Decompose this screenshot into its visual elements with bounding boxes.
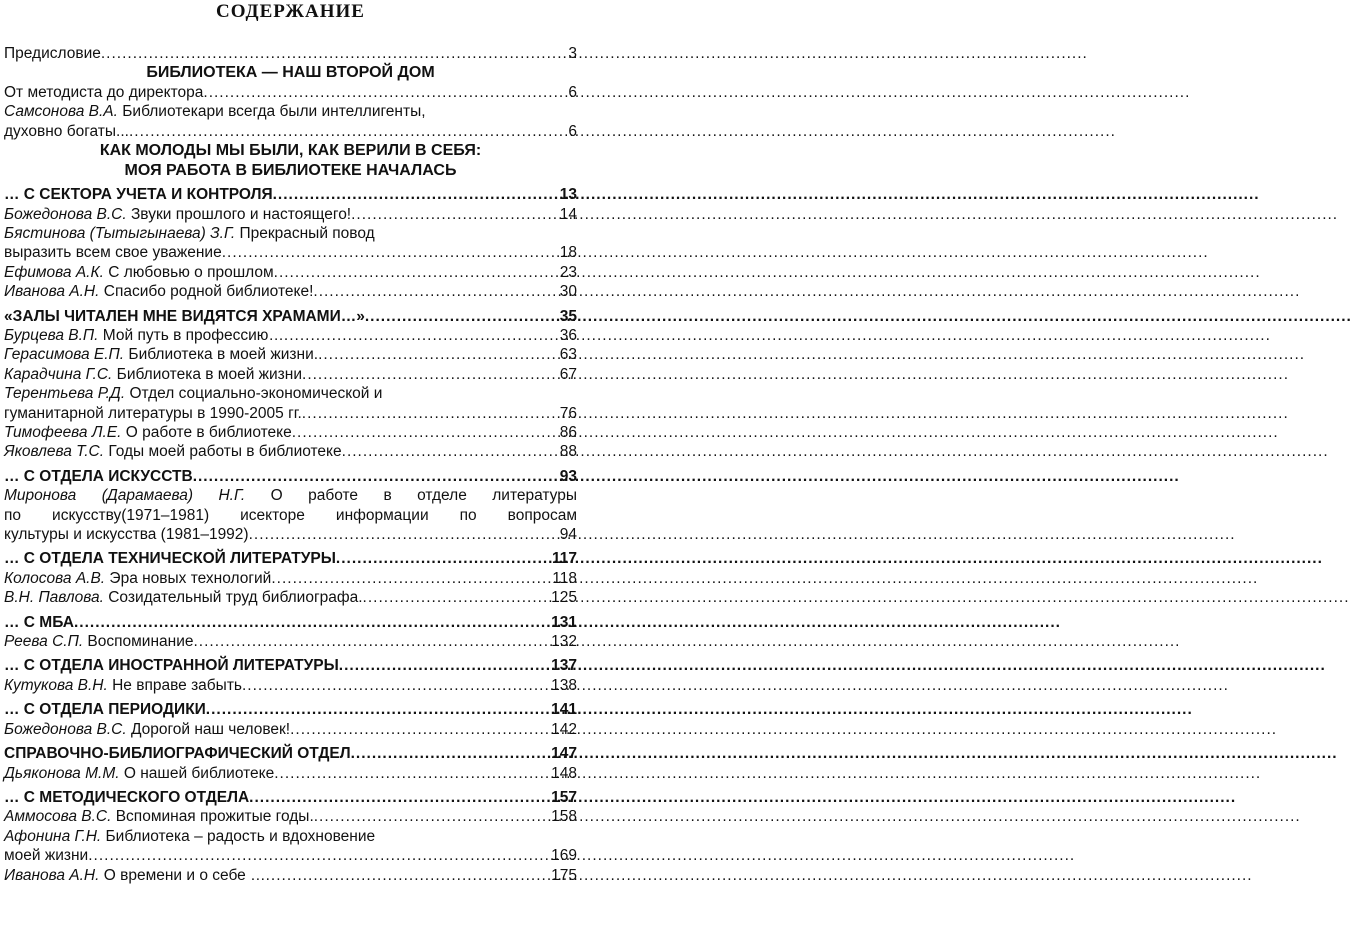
page-number: 14 <box>559 205 577 223</box>
dot-leader <box>273 185 558 201</box>
entry-title <box>4 807 314 826</box>
entry-text: Вспоминая прожитые годы. <box>111 808 314 826</box>
dot-leader <box>194 632 550 648</box>
page-number: 141 <box>551 701 577 719</box>
section-entry[interactable] <box>4 549 577 568</box>
dot-leader <box>302 404 558 420</box>
entry-title <box>4 243 222 262</box>
entry-title <box>4 525 249 544</box>
toc-entry[interactable] <box>4 205 577 224</box>
page-number: 36 <box>559 326 577 344</box>
entry-text: … С ОТДЕЛА ИНОСТРАННОЙ ЛИТЕРАТУРЫ <box>4 657 339 675</box>
entry-author: В.Н. Павлова. <box>4 589 104 607</box>
dot-leader <box>284 326 558 342</box>
entry-title <box>4 764 274 783</box>
entry-text: О времени и о себе … <box>99 866 266 884</box>
entry-author: Аммосова В.С. <box>4 808 112 826</box>
page-number: 132 <box>551 633 577 651</box>
entry-author: Дьяконова М.М. <box>4 764 120 782</box>
section-entry[interactable] <box>4 788 577 807</box>
page-number: 3 <box>568 45 577 62</box>
entry-text: духовно богаты... <box>4 122 129 140</box>
page-number: 148 <box>551 764 577 782</box>
toc-entry[interactable] <box>4 326 577 345</box>
toc-entry-line <box>4 827 577 846</box>
entry-title <box>4 788 249 807</box>
entry-text: Библиотека – радость и вдохновение <box>101 827 376 845</box>
dot-leader <box>101 44 567 60</box>
entry-text: Созидательный труд библиографа. <box>103 589 363 607</box>
dot-leader <box>193 467 558 483</box>
toc-entry[interactable] <box>4 866 577 885</box>
entry-author: Ефимова А.К. <box>4 263 104 281</box>
page-number: 86 <box>559 424 577 441</box>
entry-title <box>4 700 206 719</box>
toc-entry-line <box>4 224 577 243</box>
entry-text: Эра новых технологий <box>105 569 272 587</box>
entry-text: … С СЕКТОРА УЧЕТА И КОНТРОЛЯ <box>4 186 273 204</box>
dot-leader <box>249 788 549 804</box>
toc-entry[interactable] <box>4 263 577 282</box>
toc-entry-line <box>4 102 577 121</box>
toc-entry[interactable] <box>4 807 577 826</box>
entry-text: О нашей библиотеке <box>119 764 275 782</box>
toc-entry[interactable] <box>4 44 577 63</box>
section-heading: КАК МОЛОДЫ МЫ БЫЛИ, КАК ВЕРИЛИ В СЕБЯ: <box>99 142 482 160</box>
dot-leader <box>342 442 558 458</box>
dot-leader <box>336 549 550 565</box>
toc-entry-line <box>4 506 577 525</box>
page-number: 67 <box>559 365 577 383</box>
entry-text: С любовью о прошлом <box>103 263 274 281</box>
dot-leader <box>314 807 549 823</box>
entry-author: Самсонова В.А. <box>4 103 118 121</box>
entry-author: Бурцева В.П. <box>4 326 99 344</box>
entry-title <box>4 549 336 568</box>
dot-leader <box>290 720 549 736</box>
toc-entry[interactable] <box>4 442 577 461</box>
entry-text: гуманитарной литературы в 1990-2005 гг. <box>4 404 302 422</box>
page-number: 157 <box>551 788 577 806</box>
entry-text: Предисловие <box>4 45 101 62</box>
page-number: 35 <box>559 307 577 325</box>
dot-leader <box>318 345 558 361</box>
entry-author: Тимофеева Л.Е. <box>4 424 122 441</box>
entry-title <box>4 613 74 632</box>
table-of-contents <box>4 44 577 885</box>
section-entry[interactable] <box>4 656 577 675</box>
page-number: 117 <box>551 550 577 568</box>
dot-leader <box>365 307 558 323</box>
entry-text: Отдел социально-экономической и <box>125 385 383 403</box>
dot-leader <box>249 525 558 541</box>
entry-text: … С МЕТОДИЧЕСКОГО ОТДЕЛА <box>4 788 250 806</box>
entry-title <box>4 122 129 141</box>
page-number: 18 <box>559 244 577 262</box>
entry-author: Божедонова В.С. <box>4 205 127 223</box>
page-number: 88 <box>559 443 577 461</box>
page-number: 13 <box>559 186 577 204</box>
page-number: 6 <box>568 83 577 101</box>
entry-title <box>4 569 271 588</box>
entry-author: Карадчина Г.С. <box>4 365 113 383</box>
page-number: 118 <box>552 569 577 587</box>
entry-text: Спасибо родной библиотеке! <box>99 283 314 301</box>
page-number: 76 <box>559 404 577 422</box>
page-number: 147 <box>551 745 577 763</box>
toc-entry[interactable] <box>4 404 577 423</box>
toc-entry[interactable] <box>4 569 577 588</box>
entry-author: Иванова А.Н. <box>4 866 100 884</box>
entry-text: Библиотекари всегда были интеллигенты, <box>117 103 426 121</box>
entry-text: … С ОТДЕЛА ТЕХНИЧЕСКОЙ ЛИТЕРАТУРЫ <box>4 550 336 568</box>
entry-author: Кутукова В.Н. <box>4 676 108 694</box>
dot-leader <box>222 243 558 259</box>
page-number: 169 <box>551 847 577 865</box>
entry-title <box>4 467 193 486</box>
entry-author: Колосова А.В. <box>4 569 106 587</box>
page-number: 23 <box>559 263 577 281</box>
dot-leader <box>274 764 549 780</box>
entry-title <box>4 866 266 885</box>
section-entry[interactable] <box>4 467 577 486</box>
toc-entry-line <box>4 486 577 505</box>
entry-title <box>4 656 339 675</box>
page-number: 142 <box>551 720 577 738</box>
section-entry[interactable] <box>4 307 577 326</box>
dot-leader <box>271 569 550 585</box>
dot-leader <box>313 282 557 298</box>
entry-author: Миронова (Дарамаева) Н.Г. <box>4 487 246 505</box>
page-number: 93 <box>559 467 577 485</box>
page-number: 94 <box>559 526 577 544</box>
entry-text: Библиотека в моей жизни <box>112 365 303 383</box>
entry-author: Иванова А.Н. <box>4 283 100 301</box>
section-heading: МОЯ РАБОТА В БИБЛИОТЕКЕ НАЧАЛАСЬ <box>124 161 457 179</box>
toc-entry-line <box>4 384 577 403</box>
entry-title <box>4 263 274 282</box>
page-number: 138 <box>551 676 577 694</box>
entry-title <box>4 442 342 461</box>
dot-leader <box>363 588 550 604</box>
section-entry[interactable] <box>4 613 577 632</box>
page-number: 175 <box>551 866 577 884</box>
entry-text: культуры и искусства (1981–1992) <box>4 526 249 544</box>
entry-title <box>4 744 351 763</box>
dot-leader <box>203 83 566 99</box>
dot-leader <box>266 866 550 882</box>
entry-text: Воспоминание <box>83 633 194 651</box>
entry-text: выразить всем свое уважение <box>4 244 222 262</box>
entry-title <box>4 676 242 695</box>
toc-entry[interactable] <box>4 525 577 544</box>
entry-title <box>4 307 365 326</box>
entry-text: От методиста до директора <box>4 83 204 101</box>
entry-text: … С МБА <box>4 613 74 631</box>
toc-entry[interactable] <box>4 243 577 262</box>
toc-entry[interactable] <box>4 846 577 865</box>
dot-leader <box>274 263 558 279</box>
entry-title <box>4 185 273 204</box>
page-number: 158 <box>551 808 577 826</box>
entry-text: Дорогой наш человек! <box>126 720 291 738</box>
toc-entry[interactable] <box>4 83 577 102</box>
entry-title <box>4 365 302 384</box>
dot-leader <box>292 423 558 439</box>
toc-entry[interactable] <box>4 764 577 783</box>
page-number: 63 <box>559 346 577 364</box>
toc-entry[interactable] <box>4 588 577 607</box>
entry-title <box>4 83 203 102</box>
entry-text: по искусству(1971–1981) исекторе информации по вопросам <box>4 506 577 524</box>
entry-author: Реева С.П. <box>4 633 84 651</box>
entry-text: моей жизни <box>4 847 89 865</box>
dot-leader <box>88 846 549 862</box>
entry-author: Бястинова (Тытыгынаева) З.Г. <box>4 224 236 242</box>
entry-title <box>4 282 313 301</box>
page-number: 137 <box>551 657 577 675</box>
entry-title <box>4 44 101 63</box>
dot-leader <box>129 122 566 138</box>
section-entry[interactable] <box>4 700 577 719</box>
entry-text: О работе в библиотеке <box>121 424 292 441</box>
dot-leader <box>302 365 558 381</box>
entry-text: Не вправе забыть <box>107 676 242 694</box>
entry-title <box>4 205 351 224</box>
entry-author: Яковлева Т.С. <box>4 443 105 461</box>
entry-title <box>4 632 194 651</box>
entry-text: Мой путь в профессию… <box>98 326 284 344</box>
section-entry[interactable] <box>4 744 577 763</box>
entry-title <box>4 404 302 423</box>
dot-leader <box>74 613 549 629</box>
entry-title <box>4 846 88 865</box>
page-number: 6 <box>568 122 577 140</box>
section-heading: БИБЛИОТЕКА — НАШ ВТОРОЙ ДОМ <box>146 64 435 82</box>
entry-text: Прекрасный повод <box>235 224 375 242</box>
page-title: СОДЕРЖАНИЕ <box>216 1 365 22</box>
entry-text: О работе в отделе литературы <box>245 487 578 505</box>
section-entry[interactable] <box>4 185 577 204</box>
page-number: 125 <box>551 589 577 607</box>
page-number: 131 <box>551 613 577 631</box>
entry-title <box>4 588 363 607</box>
dot-leader <box>351 205 558 221</box>
toc-entry[interactable] <box>4 720 577 739</box>
entry-title <box>4 345 318 364</box>
toc-entry[interactable] <box>4 122 577 141</box>
entry-text: «ЗАЛЫ ЧИТАЛЕН МНЕ ВИДЯТСЯ ХРАМАМИ…» <box>4 307 365 325</box>
toc-entry[interactable] <box>4 365 577 384</box>
entry-title <box>4 720 290 739</box>
toc-entry[interactable] <box>4 282 577 301</box>
toc-entry[interactable] <box>4 676 577 695</box>
entry-text: Библиотека в моей жизни. <box>124 346 319 364</box>
entry-text: Звуки прошлого и настоящего! <box>126 205 352 223</box>
toc-entry[interactable] <box>4 423 577 442</box>
entry-author: Герасимова Е.П. <box>4 346 125 364</box>
dot-leader <box>339 656 549 672</box>
entry-text: Годы моей работы в библиотеке <box>104 443 342 461</box>
entry-author: Терентьева Р.Д. <box>4 385 126 403</box>
page-number: 30 <box>559 283 577 301</box>
dot-leader <box>351 744 550 760</box>
entry-text: … С ОТДЕЛА ИСКУССТВ <box>4 467 193 485</box>
contents-page <box>0 0 579 930</box>
entry-title <box>4 423 292 442</box>
dot-leader <box>206 700 549 716</box>
toc-entry[interactable] <box>4 345 577 364</box>
entry-text: … С ОТДЕЛА ПЕРИОДИКИ <box>4 701 206 719</box>
dot-leader <box>242 676 549 692</box>
entry-author: Афонина Г.Н. <box>4 827 102 845</box>
entry-author: Божедонова В.С. <box>4 720 127 738</box>
entry-title <box>4 326 284 345</box>
entry-text: СПРАВОЧНО-БИБЛИОГРАФИЧЕСКИЙ ОТДЕЛ <box>4 745 351 763</box>
toc-entry[interactable] <box>4 632 577 651</box>
